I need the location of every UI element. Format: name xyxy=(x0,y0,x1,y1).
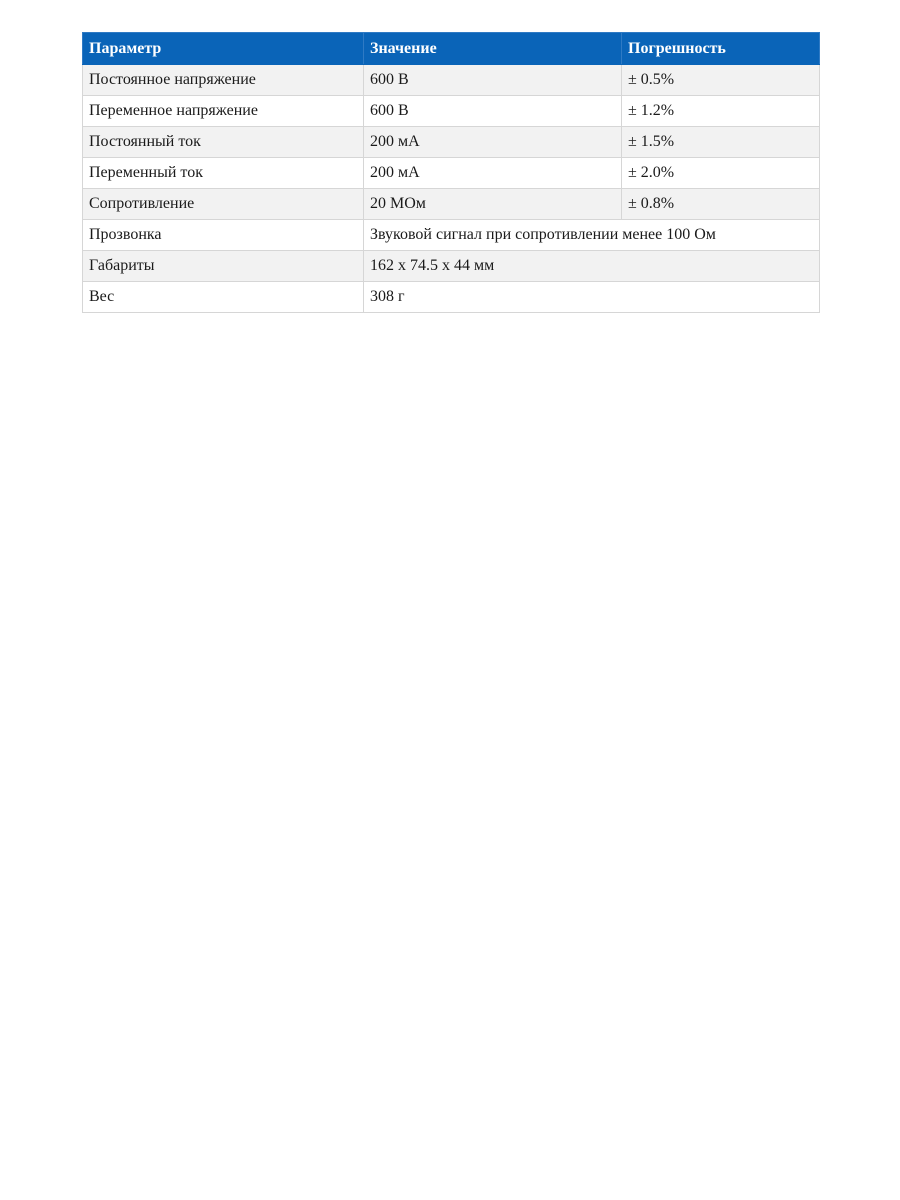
cell-parameter: Постоянное напряжение xyxy=(83,65,364,96)
cell-parameter: Сопротивление xyxy=(83,189,364,220)
cell-tolerance: ± 1.5% xyxy=(622,127,820,158)
table-row xyxy=(83,251,820,282)
cell-parameter: Габариты xyxy=(83,251,364,282)
cell-value: 600 В xyxy=(364,96,622,127)
table-row xyxy=(83,96,820,127)
cell-tolerance: ± 0.5% xyxy=(622,65,820,96)
table-row xyxy=(83,189,820,220)
table-row xyxy=(83,127,820,158)
header-row xyxy=(83,33,820,65)
table-row xyxy=(83,220,820,251)
cell-value: 200 мА xyxy=(364,127,622,158)
cell-parameter: Переменный ток xyxy=(83,158,364,189)
header-tolerance: Погрешность xyxy=(622,33,820,65)
table-header xyxy=(83,33,820,65)
cell-parameter: Вес xyxy=(83,282,364,313)
cell-tolerance: ± 2.0% xyxy=(622,158,820,189)
table-body xyxy=(83,65,820,313)
cell-value-merged: 162 x 74.5 x 44 мм xyxy=(364,251,820,282)
cell-parameter: Переменное напряжение xyxy=(83,96,364,127)
cell-value-merged: Звуковой сигнал при сопротивлении менее 100 Ом xyxy=(364,220,820,251)
cell-value-merged: 308 г xyxy=(364,282,820,313)
header-value: Значение xyxy=(364,33,622,65)
table-row xyxy=(83,158,820,189)
header-parameter: Параметр xyxy=(83,33,364,65)
specifications-table xyxy=(82,32,820,313)
cell-value: 200 мА xyxy=(364,158,622,189)
table-row xyxy=(83,282,820,313)
table-row xyxy=(83,65,820,96)
cell-value: 20 МОм xyxy=(364,189,622,220)
cell-tolerance: ± 0.8% xyxy=(622,189,820,220)
cell-value: 600 В xyxy=(364,65,622,96)
cell-parameter: Прозвонка xyxy=(83,220,364,251)
cell-parameter: Постоянный ток xyxy=(83,127,364,158)
cell-tolerance: ± 1.2% xyxy=(622,96,820,127)
